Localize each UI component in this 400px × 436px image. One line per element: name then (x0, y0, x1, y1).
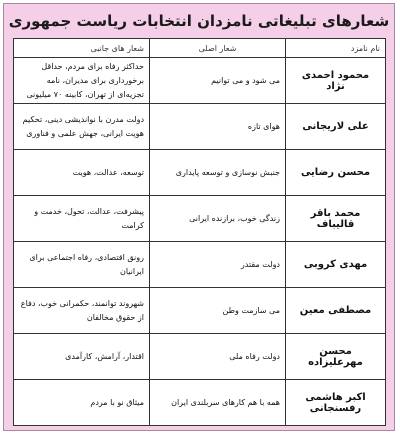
side-slogans: پیشرفت، عدالت، تحول، خدمت و کرامت (14, 196, 150, 242)
main-slogan: جنبش نوسازی و توسعه پایداری (150, 150, 286, 196)
candidate-name: محمد باقر قالیباف (286, 196, 386, 242)
candidate-name: علی لاریجانی (286, 104, 386, 150)
main-slogan: زندگی خوب، برازنده ایرانی (150, 196, 286, 242)
page-title: شعارهای تبلیغاتی نامزدان انتخابات ریاست جمهوری (8, 12, 390, 30)
slogans-table (13, 38, 386, 426)
table-row (14, 58, 386, 104)
table-row (14, 380, 386, 426)
candidate-name: اکبر هاشمی رفسنجانی (286, 380, 386, 426)
candidate-name: محسن مهرعلیزاده (286, 334, 386, 380)
header-main-slogan: شعار اصلی (150, 39, 286, 58)
side-slogans: حداکثر رفاه برای مردم، حداقل برخورداری برای مدیران، نامه تجزیه‌ای از تهران، کابینه ۷۰ میلیونی (14, 58, 150, 104)
side-slogans: میثاق نو با مردم (14, 380, 150, 426)
main-slogan: می شود و می توانیم (150, 58, 286, 104)
table-row (14, 104, 386, 150)
candidate-name: مهدی کروبی (286, 242, 386, 288)
side-slogans: دولت مدرن با نواندیشی دینی، تحکیم هویت ایرانی، جهش علمی و فناوری (14, 104, 150, 150)
side-slogans: شهروند توانمند، حکمرانی خوب، دفاع از حقوق مخالفان (14, 288, 150, 334)
header-candidate: نام نامزد (286, 39, 386, 58)
side-slogans: رونق اقتصادی، رفاه اجتماعی برای ایرانیان (14, 242, 150, 288)
header-side-slogans: شعار های جانبی (14, 39, 150, 58)
table-header-row (14, 39, 386, 58)
table-row (14, 150, 386, 196)
candidate-name: محسن رضایی (286, 150, 386, 196)
table-row (14, 334, 386, 380)
candidate-name: مصطفی معین (286, 288, 386, 334)
main-slogan: همه با هم کارهای سربلندی ایران (150, 380, 286, 426)
table-row (14, 242, 386, 288)
table-row (14, 288, 386, 334)
side-slogans: اقتدار، آرامش، کارآمدی (14, 334, 150, 380)
main-slogan: هوای تازه (150, 104, 286, 150)
main-slogan: می سازمت وطن (150, 288, 286, 334)
table-row (14, 196, 386, 242)
side-slogans: توسعه، عدالت، هویت (14, 150, 150, 196)
candidate-name: محمود احمدی نژاد (286, 58, 386, 104)
main-slogan: دولت رفاه ملی (150, 334, 286, 380)
slogans-panel (3, 3, 395, 431)
main-slogan: دولت مقتدر (150, 242, 286, 288)
